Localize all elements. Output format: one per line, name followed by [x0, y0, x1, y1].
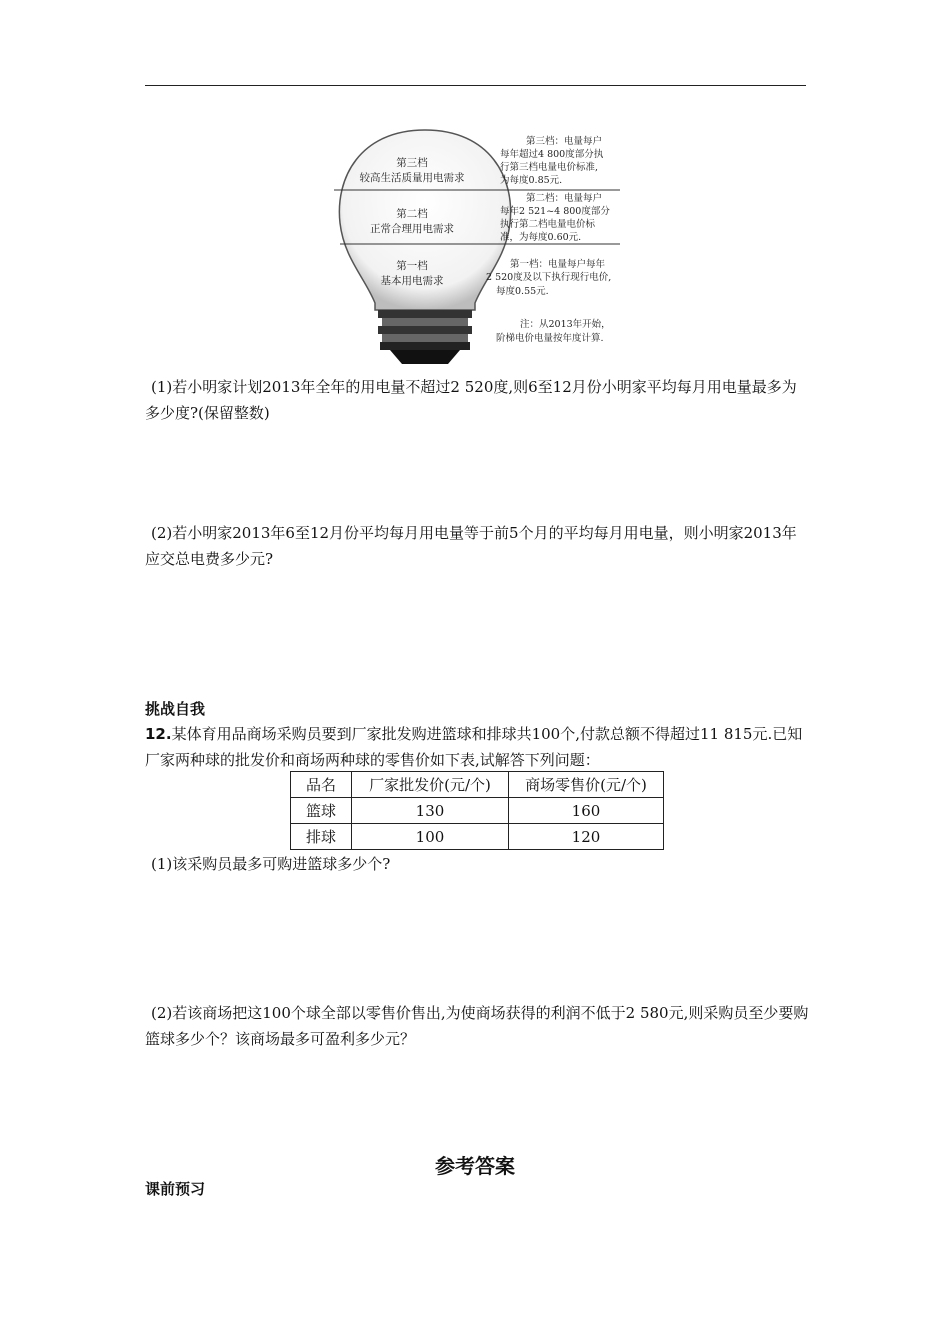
- table-header-cell: 商场零售价(元/个): [509, 772, 664, 798]
- q12-stem: [145, 721, 810, 773]
- tier3-note-line: 每年超过4 800度部分执: [500, 149, 604, 160]
- table-header-row: [291, 772, 664, 798]
- tier2-name: 第二档: [396, 208, 428, 220]
- tier2-note-line: 第二档：电量每户: [526, 193, 603, 204]
- footnote-line: 阶梯电价电量按年度计算.: [496, 333, 604, 344]
- table-header-cell: 厂家批发价(元/个): [352, 772, 509, 798]
- q12-number: 12.: [145, 725, 172, 743]
- table-cell: 120: [509, 824, 664, 850]
- tier3-note-line: 第三档：电量每户: [526, 136, 603, 147]
- tier1-note-line: 每度0.55元.: [496, 286, 549, 297]
- tier1-desc: 基本用电需求: [380, 275, 444, 287]
- price-table: [290, 771, 664, 850]
- bulb-socket-icon: [378, 310, 472, 364]
- tier3-name: 第三档: [396, 157, 428, 169]
- preview-heading: 课前预习: [145, 1180, 206, 1198]
- table-cell: 篮球: [291, 798, 352, 824]
- header-rule: [145, 85, 806, 86]
- tier2-desc: 正常合理用电需求: [370, 223, 454, 235]
- tier3-note-line: 为每度0.85元.: [500, 175, 563, 186]
- tier3-desc: 较高生活质量用电需求: [359, 172, 465, 184]
- tier1-name: 第一档: [396, 260, 428, 272]
- table-row: [291, 798, 664, 824]
- tier2-note-line: 执行第二档电量电价标: [500, 219, 596, 230]
- answers-title: 参考答案: [435, 1154, 515, 1178]
- q11-part1: (1)若小明家计划2013年全年的用电量不超过2 520度,则6至12月份小明家平均每月用电量最多为多少度?(保留整数): [145, 378, 797, 422]
- table-header-cell: 品名: [291, 772, 352, 798]
- challenge-heading: 挑战自我: [145, 700, 206, 718]
- footnote-line: 注：从2013年开始，: [520, 319, 611, 330]
- q12-part1: (1)该采购员最多可购进篮球多少个?: [151, 855, 391, 873]
- tier2-note-line: 准，为每度0.60元.: [500, 232, 582, 243]
- tier1-note-line: 第一档：电量每户每年: [510, 259, 606, 270]
- table-row: [291, 824, 664, 850]
- tier1-note-line: 2 520度及以下执行现行电价,: [486, 272, 612, 283]
- table-cell: 160: [509, 798, 664, 824]
- tiered-price-bulb-figure: [330, 118, 630, 370]
- tier3-note-line: 行第三档电量电价标准,: [500, 162, 599, 173]
- q11-part2: (2)若小明家2013年6至12月份平均每月用电量等于前5个月的平均每月用电量，则小明家2013年应交总电费多少元?: [145, 524, 797, 568]
- q12-stem-text: 某体育用品商场采购员要到厂家批发购进篮球和排球共100个,付款总额不得超过11 815元.已知厂家两种球的批发价和商场两种球的零售价如下表,试解答下列问题：: [145, 725, 803, 769]
- table-cell: 130: [352, 798, 509, 824]
- q12-part2: (2)若该商场把这100个球全部以零售价售出,为使商场获得的利润不低于2 580元,则采购员至少要购篮球多少个？该商场最多可盈利多少元？: [145, 1004, 809, 1048]
- table-cell: 100: [352, 824, 509, 850]
- table-cell: 排球: [291, 824, 352, 850]
- tier2-note-line: 每年2 521~4 800度部分: [500, 206, 610, 217]
